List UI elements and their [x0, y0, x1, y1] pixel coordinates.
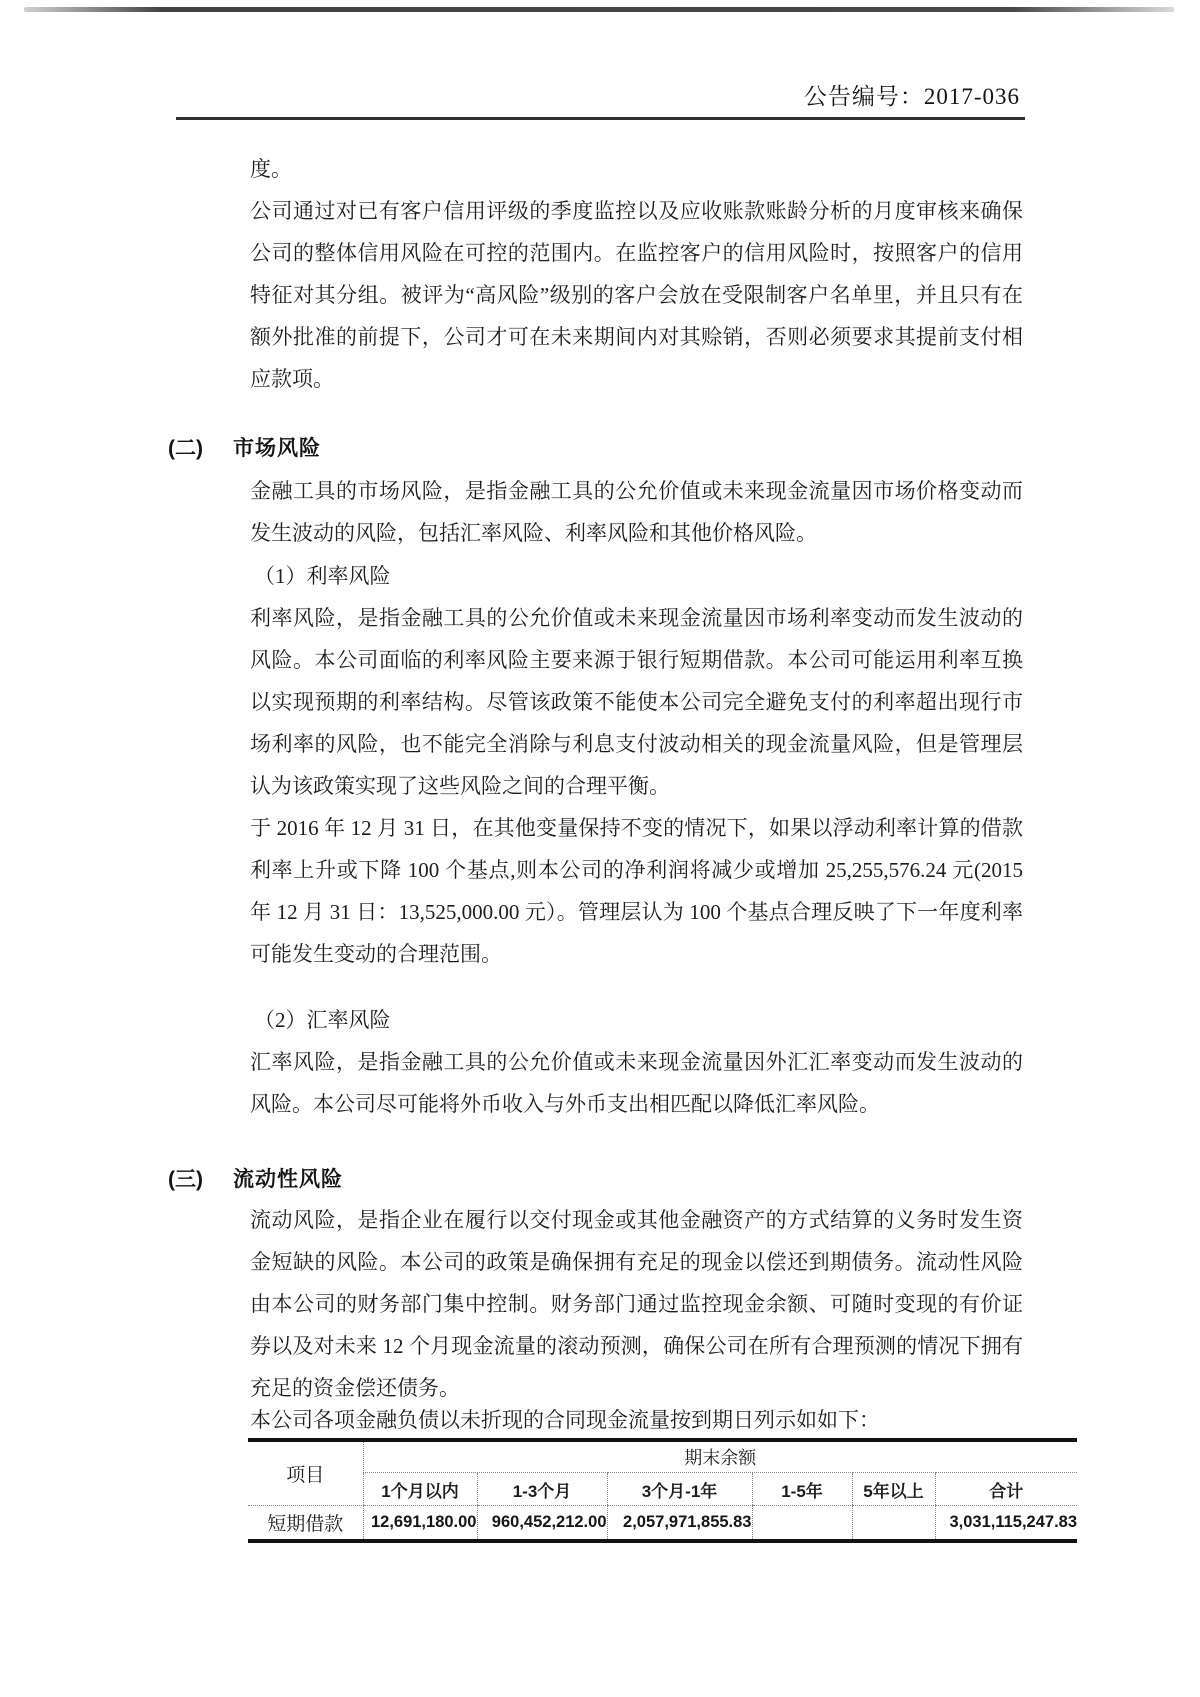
paragraph-market-risk-intro: 金融工具的市场风险，是指金融工具的公允价值或未来现金流量因市场价格变动而发生波动的风险，包括汇率风险、利率风险和其他价格风险。	[250, 479, 1023, 545]
row-label-short-term-borrowings: 短期借款	[267, 1514, 344, 1535]
scan-artifact-line	[24, 7, 1174, 12]
paragraph-interest-rate-sensitivity: 于 2016 年 12 月 31 日，在其他变量保持不变的情况下，如果以浮动利率计算的借款利率上升或下降 100 个基点,则本公司的净利润将减少或增加 25,255,576.24 元(2015 年 12 月 31 日：13,525,000.00 元）。管理层认为 100 个基点合理反映了下一年度利率可能发生变动的合理范围。	[250, 816, 1023, 966]
paragraph-credit-risk: 公司通过对已有客户信用评级的季度监控以及应收账款账龄分析的月度审核来确保公司的整体信用风险在可控的范围内。在监控客户的信用风险时，按照客户的信用特征对其分组。被评为“高风险”级别的客户会放在受限制客户名单里，并且只有在额外批准的前提下，公司才可在未来期间内对其赊销，否则必须要求其提前支付相应款项。	[250, 199, 1023, 391]
table-header-period-balance: 期末余额	[363, 1440, 1077, 1473]
table-col-total: 合计	[935, 1473, 1077, 1506]
table-header-item: 项目	[248, 1440, 363, 1506]
subsection-fx-title: （2）汇率风险	[254, 1008, 391, 1032]
paragraph-fx-risk: 汇率风险，是指金融工具的公允价值或未来现金流量因外汇汇率变动而发生波动的风险。本公司尽可能将外币收入与外币支出相匹配以降低汇率风险。	[250, 1050, 1023, 1116]
paragraph-table-intro: 本公司各项金融负债以未折现的合同现金流量按到期日列示如如下：	[250, 1408, 880, 1432]
table-col-3-months-1-year: 3个月-1年	[607, 1473, 752, 1506]
table-col-over-5-years: 5年以上	[852, 1473, 935, 1506]
value-1-3-months: 960,452,212.00	[477, 1506, 607, 1542]
paragraph-carryover: 度。	[250, 157, 292, 181]
section-2-label: (二)	[168, 437, 203, 460]
table-header-row-1	[248, 1440, 1077, 1473]
table-row-short-term-borrowings	[248, 1506, 1077, 1542]
table-col-1-5-years: 1-5年	[752, 1473, 852, 1506]
subsection-interest-rate-title: （1）利率风险	[254, 564, 391, 588]
value-within-1-month: 12,691,180.00	[363, 1506, 477, 1542]
section-3-label: (三)	[168, 1168, 203, 1191]
table-col-1-3-months: 1-3个月	[477, 1473, 607, 1506]
cash-flow-maturity-table	[248, 1438, 1077, 1543]
value-over-5-years	[852, 1506, 935, 1542]
table-header-row-2	[248, 1473, 1077, 1506]
paragraph-interest-rate-risk: 利率风险，是指金融工具的公允价值或未来现金流量因市场利率变动而发生波动的风险。本公司面临的利率风险主要来源于银行短期借款。本公司可能运用利率互换以实现预期的利率结构。尽管该政策不能使本公司完全避免支付的利率超出现行市场利率的风险，也不能完全消除与利息支付波动相关的现金流量风险，但是管理层认为该政策实现了这些风险之间的合理平衡。	[250, 606, 1023, 798]
table-col-within-1-month: 1个月以内	[363, 1473, 477, 1506]
paragraph-liquidity-risk: 流动风险，是指企业在履行以交付现金或其他金融资产的方式结算的义务时发生资金短缺的风险。本公司的政策是确保拥有充足的现金以偿还到期债务。流动性风险由本公司的财务部门集中控制。财务部门通过监控现金余额、可随时变现的有价证券以及对未来 12 个月现金流量的滚动预测，确保公司在所有合理预测的情况下拥有充足的资金偿还债务。	[250, 1208, 1023, 1400]
section-3-title: 流动性风险	[233, 1168, 343, 1191]
section-2-title: 市场风险	[233, 437, 321, 460]
header-rule	[176, 117, 1025, 120]
value-1-5-years	[752, 1506, 852, 1542]
value-total: 3,031,115,247.83	[935, 1506, 1077, 1542]
value-3-months-1-year: 2,057,971,855.83	[607, 1506, 752, 1542]
announcement-number: 公告编号：2017-036	[803, 84, 1020, 109]
